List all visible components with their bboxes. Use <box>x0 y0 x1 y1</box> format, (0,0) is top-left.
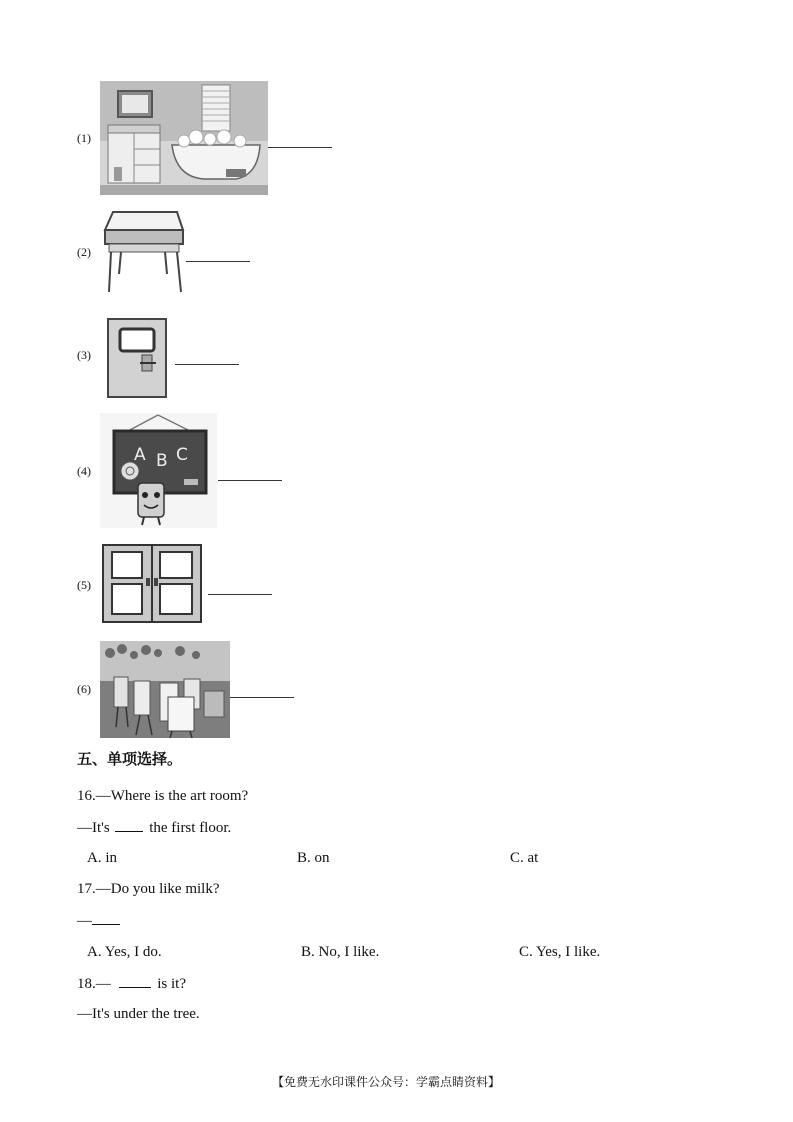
bathroom-icon <box>100 81 268 195</box>
answer-line-1 <box>268 147 332 148</box>
section-title: 五、单项选择。 <box>77 750 183 768</box>
q17-option-a: A. Yes, I do. <box>87 944 162 960</box>
item-label-6: (6) <box>77 682 91 696</box>
item-label-1: (1) <box>77 131 91 145</box>
blackboard-letter-c: C <box>176 445 188 465</box>
q17-stem: 17.—Do you like milk? <box>77 881 220 897</box>
blackboard-letter-b: B <box>156 451 168 471</box>
answer-line-6 <box>230 697 294 698</box>
q17-option-b: B. No, I like. <box>301 944 380 960</box>
q18-stem-post: is it? <box>157 976 186 992</box>
footer-note: 【免费无水印课件公众号：学霸点睛资料】 <box>272 1075 501 1089</box>
q18-answer: —It's under the tree. <box>77 1006 200 1022</box>
item-label-2: (2) <box>77 245 91 259</box>
q16-answer-pre: —It's <box>77 820 110 836</box>
q17-answer-pre: — <box>77 913 92 929</box>
item-label-3: (3) <box>77 348 91 362</box>
item-label-4: (4) <box>77 464 91 478</box>
q18-stem-pre: 18.— <box>77 976 111 992</box>
answer-line-5 <box>208 594 272 595</box>
blackboard-icon <box>100 413 217 528</box>
answer-line-4 <box>218 480 282 481</box>
q17-option-c: C. Yes, I like. <box>519 944 601 960</box>
window-icon <box>100 542 204 625</box>
answer-line-3 <box>175 364 239 365</box>
q16-option-c: C. at <box>510 850 539 866</box>
q16-blank <box>115 819 143 832</box>
blackboard-letter-a: A <box>134 445 146 465</box>
q16-option-a: A. in <box>87 850 117 866</box>
q18-stem <box>77 975 186 993</box>
q16-answer-post: the first floor. <box>149 820 232 836</box>
q16-stem: 16.—Where is the art room? <box>77 788 249 804</box>
q18-blank <box>119 975 151 988</box>
q16-option-b: B. on <box>297 850 330 866</box>
art-room-icon <box>100 641 230 738</box>
desk-icon <box>101 208 185 296</box>
q17-blank <box>92 912 120 925</box>
item-label-5: (5) <box>77 578 91 592</box>
answer-line-2 <box>186 261 250 262</box>
q17-answer <box>77 912 120 930</box>
door-icon <box>100 315 174 399</box>
q16-answer <box>77 819 231 837</box>
